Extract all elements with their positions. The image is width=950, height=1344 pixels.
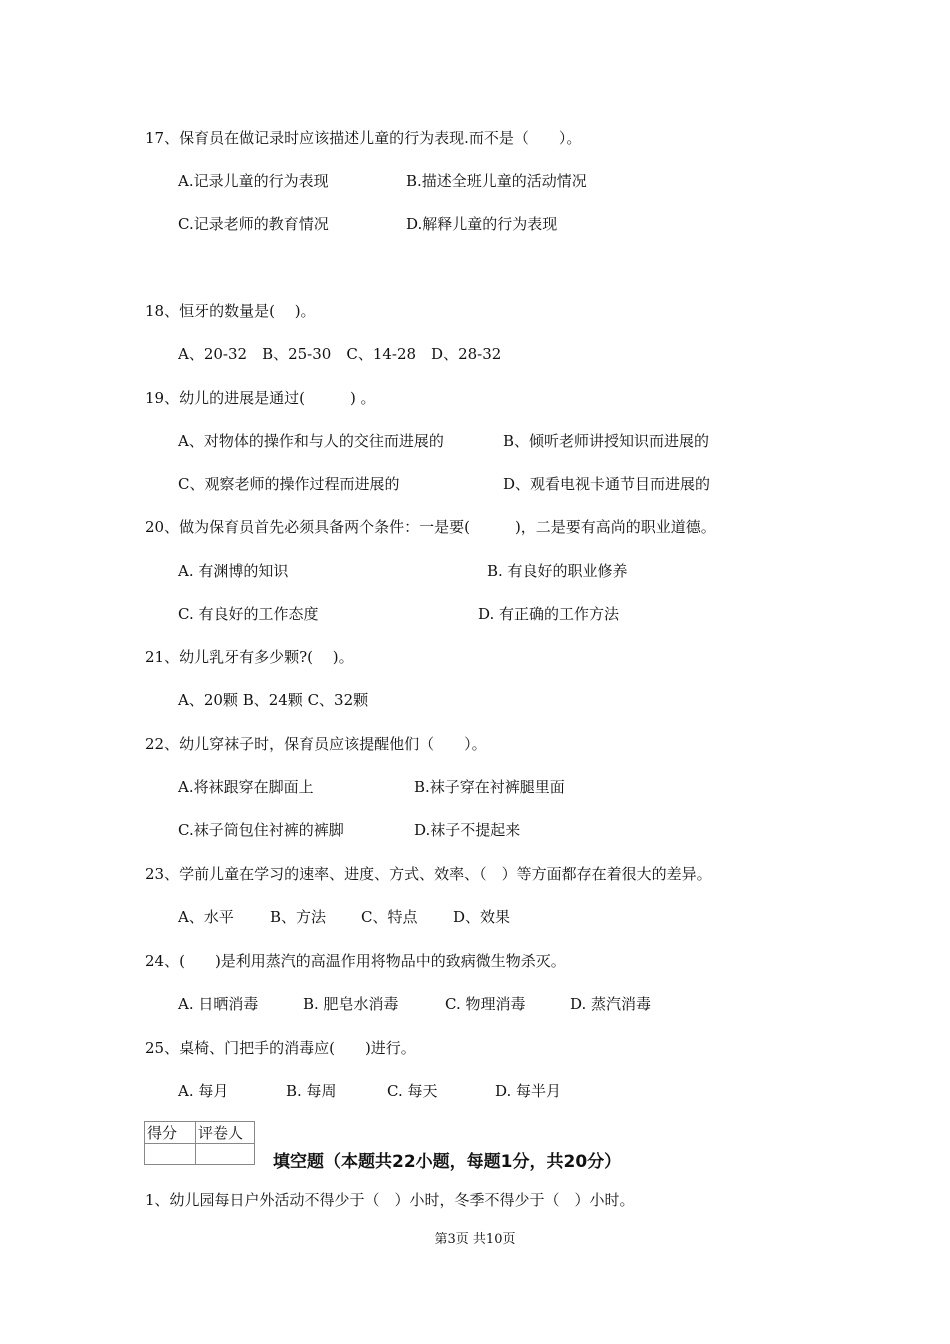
question-20-option-b: B. 有良好的职业修养: [487, 562, 628, 580]
grader-label: 评卷人: [196, 1122, 255, 1144]
question-18-stem: 18、恒牙的数量是( )。: [145, 302, 316, 320]
question-19-stem: 19、幼儿的进展是通过( ) 。: [145, 389, 376, 407]
score-label: 得分: [145, 1122, 196, 1144]
question-19-option-b: B、倾听老师讲授知识而进展的: [503, 432, 710, 450]
question-23-stem: 23、学前儿童在学习的速率、进度、方式、效率、（ ）等方面都存在着很大的差异。: [145, 865, 712, 883]
score-cell: [145, 1144, 196, 1165]
question-19-option-d: D、观看电视卡通节目而进展的: [503, 475, 711, 493]
question-17-option-c: C.记录老师的教育情况: [178, 215, 329, 233]
question-18-options: A、20-32 B、25-30 C、14-28 D、28-32: [178, 345, 502, 363]
section-title: 填空题（本题共22小题，每题1分，共20分）: [273, 1152, 622, 1172]
question-23-option-a: A、水平: [178, 908, 234, 926]
question-25-option-d: D. 每半月: [495, 1082, 562, 1100]
question-20-option-a: A. 有渊博的知识: [178, 562, 289, 580]
question-23-option-b: B、方法: [270, 908, 327, 926]
question-23-option-c: C、特点: [361, 908, 418, 926]
question-25-stem: 25、桌椅、门把手的消毒应( )进行。: [145, 1039, 416, 1057]
score-table: [144, 1121, 255, 1165]
grader-cell: [196, 1144, 255, 1165]
question-24-option-c: C. 物理消毒: [445, 995, 526, 1013]
question-21-options: A、20颗 B、24颗 C、32颗: [178, 691, 369, 709]
question-22-option-b: B.袜子穿在衬裤腿里面: [414, 778, 565, 796]
question-25-option-b: B. 每周: [286, 1082, 337, 1100]
question-17-stem: 17、保育员在做记录时应该描述儿童的行为表现.而不是（ ）。: [145, 129, 582, 147]
fill-question-1: 1、幼儿园每日户外活动不得少于（ ）小时，冬季不得少于（ ）小时。: [145, 1191, 635, 1209]
question-17-option-d: D.解释儿童的行为表现: [406, 215, 558, 233]
question-19-option-c: C、观察老师的操作过程而进展的: [178, 475, 400, 493]
question-23-option-d: D、效果: [453, 908, 511, 926]
question-20-stem: 20、做为保育员首先必须具备两个条件：一是要( )，二是要有高尚的职业道德。: [145, 518, 716, 536]
question-20-option-c: C. 有良好的工作态度: [178, 605, 319, 623]
question-24-option-b: B. 肥皂水消毒: [303, 995, 399, 1013]
question-22-option-d: D.袜子不提起来: [414, 821, 521, 839]
question-25-option-c: C. 每天: [387, 1082, 438, 1100]
page-footer: 第3页 共10页: [434, 1232, 516, 1247]
question-17-option-b: B.描述全班儿童的活动情况: [406, 172, 587, 190]
question-22-option-c: C.袜子筒包住衬裤的裤脚: [178, 821, 344, 839]
question-22-option-a: A.将袜跟穿在脚面上: [178, 778, 314, 796]
question-19-option-a: A、对物体的操作和与人的交往而进展的: [178, 432, 444, 450]
question-25-option-a: A. 每月: [178, 1082, 229, 1100]
question-24-stem: 24、( )是利用蒸汽的高温作用将物品中的致病微生物杀灭。: [145, 952, 566, 970]
question-21-stem: 21、幼儿乳牙有多少颗?( )。: [145, 648, 354, 666]
question-22-stem: 22、幼儿穿袜子时，保育员应该提醒他们（ ）。: [145, 735, 487, 753]
question-24-option-d: D. 蒸汽消毒: [570, 995, 652, 1013]
question-17-option-a: A.记录儿童的行为表现: [178, 172, 329, 190]
question-20-option-d: D. 有正确的工作方法: [478, 605, 620, 623]
question-24-option-a: A. 日晒消毒: [178, 995, 259, 1013]
